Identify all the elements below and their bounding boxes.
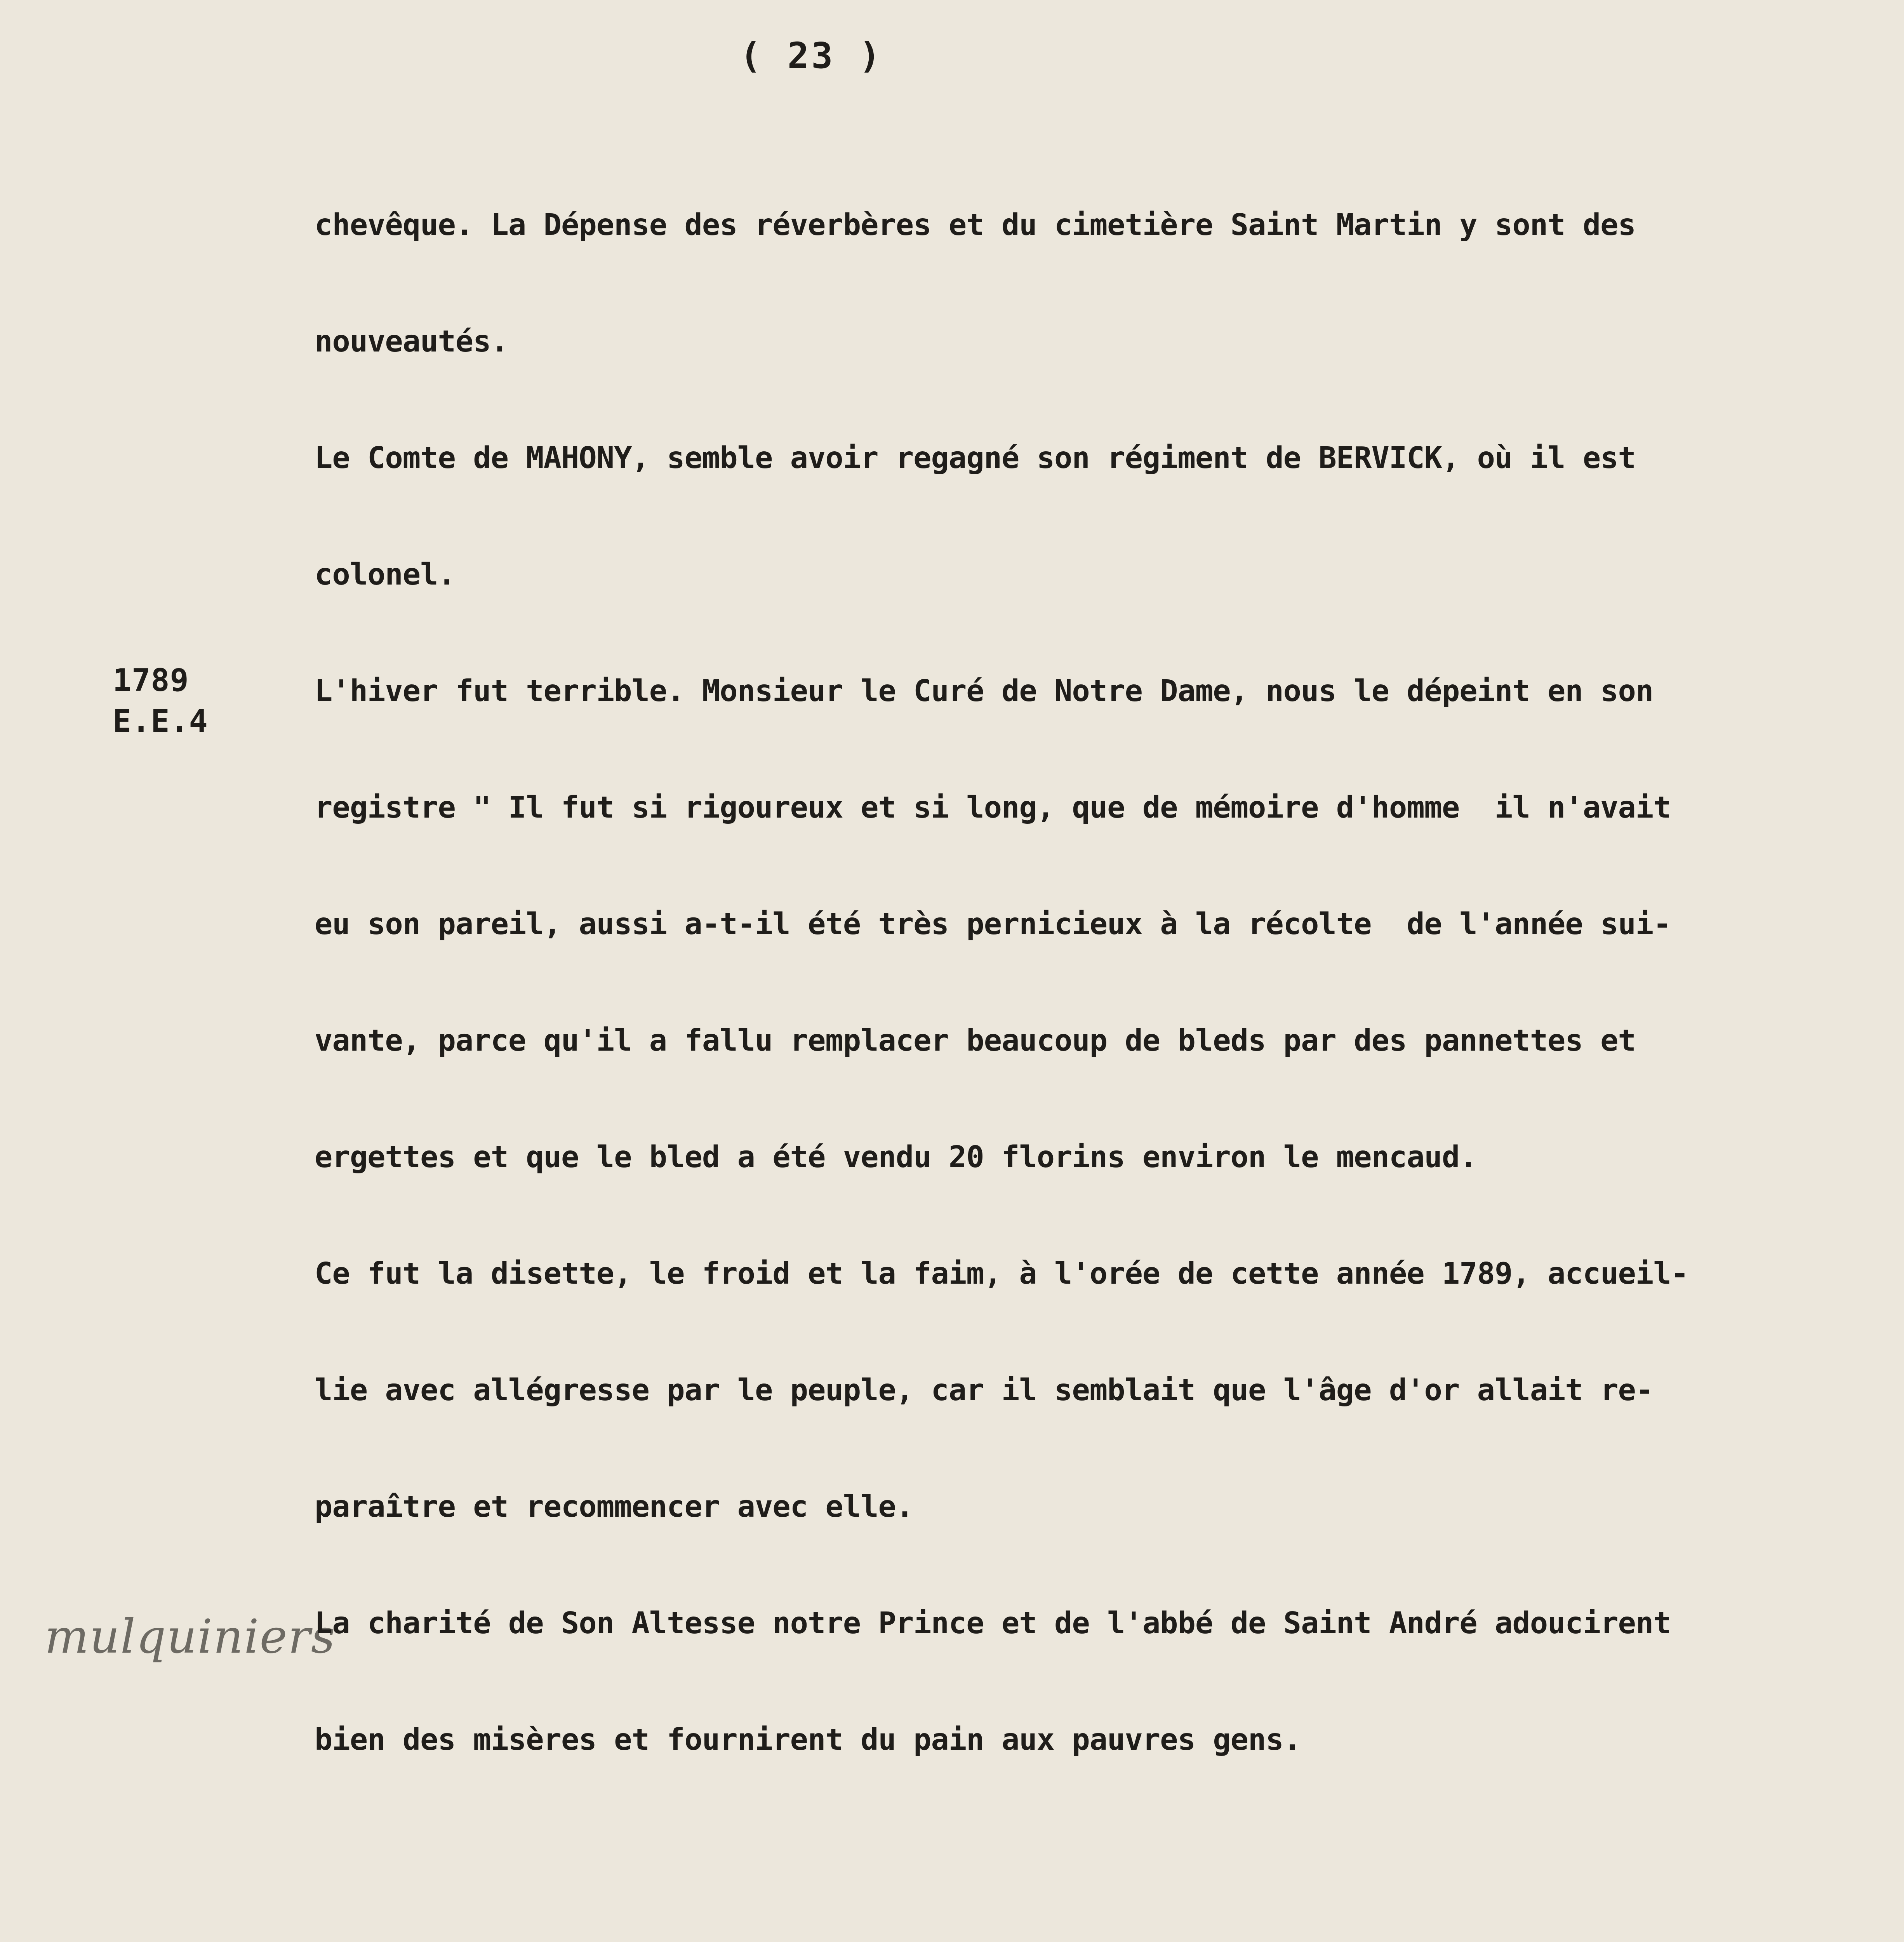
page-number: ( 23 ) — [740, 35, 883, 77]
text-line: chevêque. La Dépense des réverbères et du cimetière Saint Martin y sont des — [315, 208, 1636, 242]
text-line: Ce fut la disette, le froid et la faim, à l'orée de cette année 1789, accueil- — [315, 1256, 1688, 1291]
text-line: bien des misères et fournirent du pain aux pauvres gens. — [315, 1723, 1301, 1757]
document-body — [315, 89, 1829, 1942]
text-line: Le Comte de MAHONY, semble avoir regagné son régiment de BERVICK, où il est — [315, 441, 1636, 475]
margin-note-year: 1789 — [113, 662, 189, 698]
text-line: colonel. — [315, 557, 456, 592]
text-line: paraître et recommencer avec elle. — [315, 1490, 914, 1524]
text-line: La charité de Son Altesse notre Prince et de l'abbé de Saint André adoucirent — [315, 1606, 1671, 1641]
margin-note-ee4: E.E.4 — [113, 703, 208, 739]
margin-note-handwritten: mulquiniers — [45, 1610, 336, 1664]
text-line: eu son pareil, aussi a-t-il été très pernicieux à la récolte de l'année sui- — [315, 907, 1671, 941]
text-line: L'hiver fut terrible. Monsieur le Curé de Notre Dame, nous le dépeint en son — [315, 674, 1654, 708]
text-line: nouveautés. — [315, 324, 508, 359]
text-line: vante, parce qu'il a fallu remplacer beaucoup de bleds par des pannettes et — [315, 1023, 1636, 1058]
text-line: ergettes et que le bled a été vendu 20 florins environ le mencaud. — [315, 1140, 1477, 1175]
text-line: registre " Il fut si rigoureux et si long, que de mémoire d'homme il n'avait — [315, 790, 1671, 825]
paragraph-gap — [315, 1876, 1829, 1915]
text-line: lie avec allégresse par le peuple, car il semblait que l'âge d'or allait re- — [315, 1373, 1654, 1408]
